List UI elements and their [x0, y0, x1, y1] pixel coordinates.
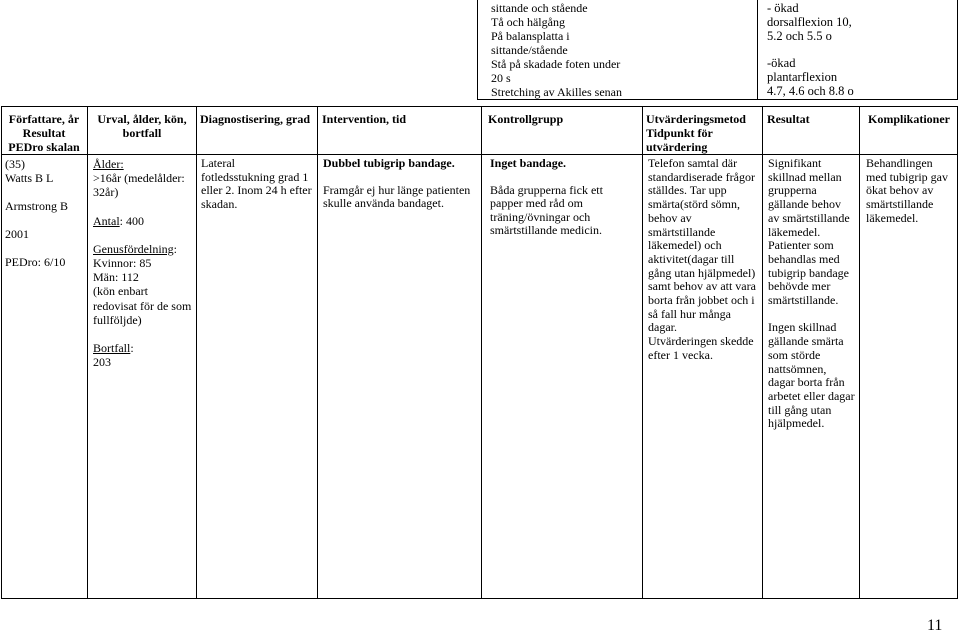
top-col-divider	[757, 0, 758, 100]
col-divider-2	[196, 106, 197, 599]
col-divider-5	[642, 106, 643, 599]
cell-diagnos: Lateral fotledsstukning grad 1 eller 2. Inom 24 h efter skadan.	[201, 156, 312, 211]
cell-intervention: Dubbel tubigrip bandage. Framgår ej hur länge patienten skulle använda bandaget.	[323, 156, 471, 210]
col-divider-4	[481, 106, 482, 599]
cell-utvardering: Telefon samtal där standardiserade frågor ställdes. Tar upp smärta(störd sömn, behov av smärtstillande läkemedel) och aktivitet(dagar till gång utan hjälpmedel) samt behov av att vara borta från jobbet och i så fall hur många dagar. Utvärderingen skedde efter 1 vecka.	[648, 156, 756, 362]
header-intervention: Intervention, tid	[322, 112, 406, 126]
cell-resultat: Signifikant skillnad mellan grupperna gällande behov av smärtstillande läkemedel. Patienter som behandlas med tubigrip bandage behövde mer smärtstillande. Ingen skillnad gällande smärta som störde nattsömnen, dagar borta från arbetet eller dagar till gång utan hjälpmedel.	[768, 156, 855, 431]
col-divider-6	[762, 106, 763, 599]
cell-urval: Ålder: >16år (medelålder: 32år) Antal: 400 Genusfördelning: Kvinnor: 85 Män: 112 (kön enbart redovisat för de som fullföljde) Bortfall: 203	[93, 157, 192, 370]
header-forfattare: Författare, år Resultat PEDro skalan	[8, 112, 80, 154]
top-utvardering-cell: - ökad dorsalflexion 10, 5.2 och 5.5 o -ökad plantarflexion 4.7, 4.6 och 8.8 o	[767, 1, 854, 98]
header-urval: Urval, ålder, kön, bortfall	[97, 112, 187, 140]
cell-komplikationer: Behandlingen med tubigrip gav ökat behov av smärtstillande läkemedel.	[866, 156, 948, 225]
cell-forfattare: (35) Watts B L Armstrong B 2001 PEDro: 6/10	[5, 157, 68, 269]
page-number: 11	[927, 617, 943, 634]
cell-kontroll: Inget bandage. Båda grupperna fick ett papper med råd om träning/övningar och smärtstillande medicin.	[490, 156, 603, 237]
header-utvardering: Utvärderingsmetod Tidpunkt för utvärdering	[646, 112, 746, 154]
header-resultat: Resultat	[767, 112, 810, 126]
header-row-divider	[1, 154, 958, 155]
header-diagnos: Diagnostisering, grad	[200, 112, 311, 126]
header-kontroll: Kontrollgrupp	[488, 112, 564, 126]
col-divider-3	[317, 106, 318, 599]
top-kontroll-cell: sittande och stående Tå och hälgång På balansplatta i sittande/stående Stå på skadade foten under 20 s Stretching av Akilles senan	[491, 1, 622, 99]
col-divider-1	[87, 106, 88, 599]
header-komplikationer: Komplikationer	[867, 112, 950, 126]
